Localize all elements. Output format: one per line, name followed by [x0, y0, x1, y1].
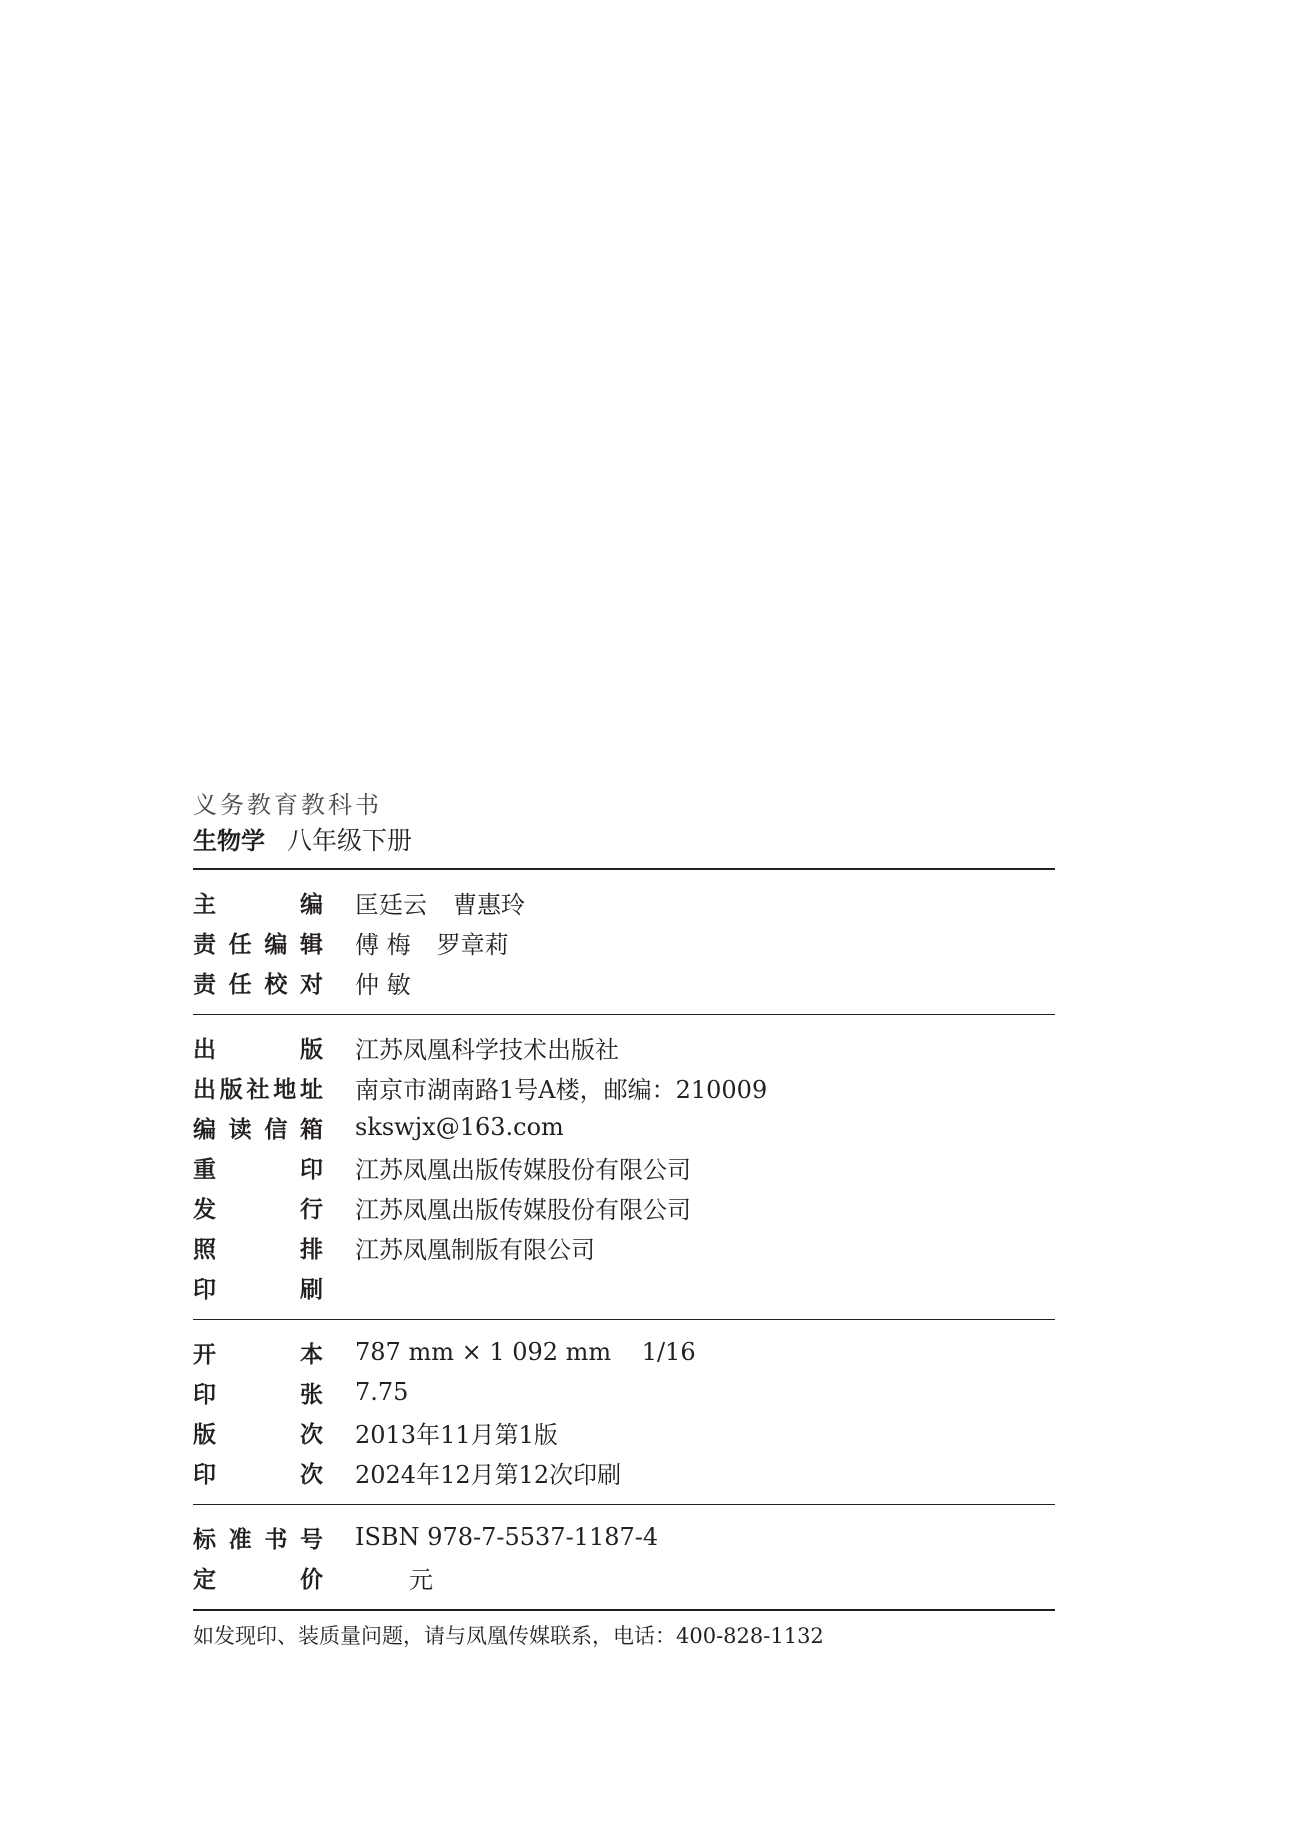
spec-1-label [193, 1376, 323, 1409]
publication-5-value: 江苏凤凰制版有限公司 [355, 1235, 595, 1264]
label-char: 标 [193, 1526, 216, 1553]
person-name: 仲 敏 [355, 970, 411, 999]
editor-1-value [355, 925, 509, 960]
subject-title: 生物学 [193, 827, 265, 855]
label-char: 主 [193, 891, 216, 918]
label-char: 照 [193, 1236, 216, 1263]
price-value: 元 [409, 1565, 433, 1594]
publication-0-row [193, 1027, 1055, 1067]
label-char: 责 [193, 931, 216, 958]
spec-3-value: 2024年12月第12次印刷 [355, 1460, 622, 1489]
colophon [193, 790, 1055, 1651]
label-char: 定 [193, 1566, 216, 1593]
label-char: 号 [299, 1526, 323, 1553]
label-char: 编 [193, 1116, 216, 1143]
label-char: 准 [228, 1526, 252, 1553]
label-char: 对 [299, 971, 323, 998]
label-char: 任 [228, 931, 252, 958]
publication-2-row [193, 1107, 1055, 1147]
publication-4-value: 江苏凤凰出版传媒股份有限公司 [355, 1195, 691, 1224]
publication-3-row [193, 1147, 1055, 1187]
publication-6-row [193, 1267, 1055, 1307]
label-char: 出 [193, 1076, 216, 1103]
publication-4-row [193, 1187, 1055, 1227]
editor-1-row [193, 922, 1055, 962]
label-char: 价 [300, 1566, 323, 1593]
label-char: 校 [264, 971, 288, 998]
grade-title: 八年级下册 [287, 826, 413, 855]
series-title: 义务教育教科书 [193, 791, 382, 819]
price-row [193, 1557, 1055, 1597]
label-char: 张 [300, 1381, 323, 1408]
spec-1-row [193, 1372, 1055, 1412]
label-char: 辑 [299, 931, 323, 958]
label-char: 印 [193, 1276, 216, 1303]
person-name: 匡廷云 [355, 890, 427, 919]
publication-4-label [193, 1191, 323, 1224]
spec-2-value: 2013年11月第1版 [355, 1420, 558, 1449]
label-char: 信 [264, 1116, 288, 1143]
label-char: 版 [300, 1036, 323, 1063]
label-char: 刷 [300, 1276, 323, 1303]
book-title [193, 824, 1055, 862]
person-name: 罗章莉 [436, 930, 509, 959]
publication-5-row [193, 1227, 1055, 1267]
publication-3-label [193, 1151, 323, 1184]
editor-0-value [355, 885, 525, 920]
specs-section [193, 1320, 1055, 1504]
label-char: 任 [228, 971, 252, 998]
isbn-value: ISBN 978-7-5537-1187-4 [355, 1523, 659, 1551]
editor-1-label [193, 926, 323, 959]
quality-contact-note: 如发现印、装质量问题，请与凤凰传媒联系，电话：400-828-1132 [193, 1624, 824, 1648]
publication-3-value: 江苏凤凰出版传媒股份有限公司 [355, 1155, 691, 1184]
label-char: 次 [300, 1461, 323, 1488]
editor-0-label [193, 886, 323, 919]
spec-0-row [193, 1332, 1055, 1372]
isbn-section [193, 1505, 1055, 1609]
label-char: 行 [300, 1196, 323, 1223]
label-char: 编 [300, 891, 323, 918]
publication-section [193, 1015, 1055, 1319]
publication-5-label [193, 1231, 323, 1264]
label-char: 址 [300, 1076, 323, 1103]
spec-2-label [193, 1416, 323, 1449]
label-char: 印 [300, 1156, 323, 1183]
label-char: 发 [193, 1196, 216, 1223]
spec-2-row [193, 1412, 1055, 1452]
editor-2-row [193, 962, 1055, 1002]
label-char: 地 [273, 1076, 297, 1103]
label-char: 出 [193, 1036, 216, 1063]
isbn-row [193, 1517, 1055, 1557]
label-char: 排 [300, 1236, 323, 1263]
spec-1-value: 7.75 [355, 1378, 409, 1406]
isbn-label [193, 1521, 323, 1554]
editor-2-label [193, 966, 323, 999]
label-char: 印 [193, 1381, 216, 1408]
divider-thick-bottom [193, 1609, 1055, 1611]
editor-0-row [193, 882, 1055, 922]
label-char: 社 [246, 1076, 270, 1103]
editors-section [193, 870, 1055, 1014]
label-char: 编 [264, 931, 288, 958]
spec-3-label [193, 1456, 323, 1489]
label-char: 责 [193, 971, 216, 998]
label-char: 读 [228, 1116, 252, 1143]
publication-1-label [193, 1071, 323, 1104]
label-char: 次 [300, 1421, 323, 1448]
publication-2-value: skswjx@163.com [355, 1113, 564, 1141]
label-char: 本 [300, 1341, 323, 1368]
publication-1-value: 南京市湖南路1号A楼，邮编：210009 [355, 1075, 768, 1104]
label-char: 书 [264, 1526, 288, 1553]
label-char: 箱 [299, 1116, 323, 1143]
label-char: 印 [193, 1461, 216, 1488]
label-char: 开 [193, 1341, 216, 1368]
publication-0-value: 江苏凤凰科学技术出版社 [355, 1035, 619, 1064]
editor-2-value [355, 965, 411, 1000]
publication-2-label [193, 1111, 323, 1144]
publication-1-row [193, 1067, 1055, 1107]
label-char: 版 [219, 1076, 243, 1103]
publication-0-label [193, 1031, 323, 1064]
price-label [193, 1561, 323, 1594]
spec-0-label [193, 1336, 323, 1369]
spec-0-value: 787 mm × 1 092 mm 1/16 [355, 1338, 696, 1366]
person-name: 傅 梅 [355, 930, 411, 959]
person-name: 曹惠玲 [453, 890, 525, 919]
label-char: 重 [193, 1156, 216, 1183]
publication-6-label [193, 1271, 323, 1304]
label-char: 版 [193, 1421, 216, 1448]
spec-3-row [193, 1452, 1055, 1492]
